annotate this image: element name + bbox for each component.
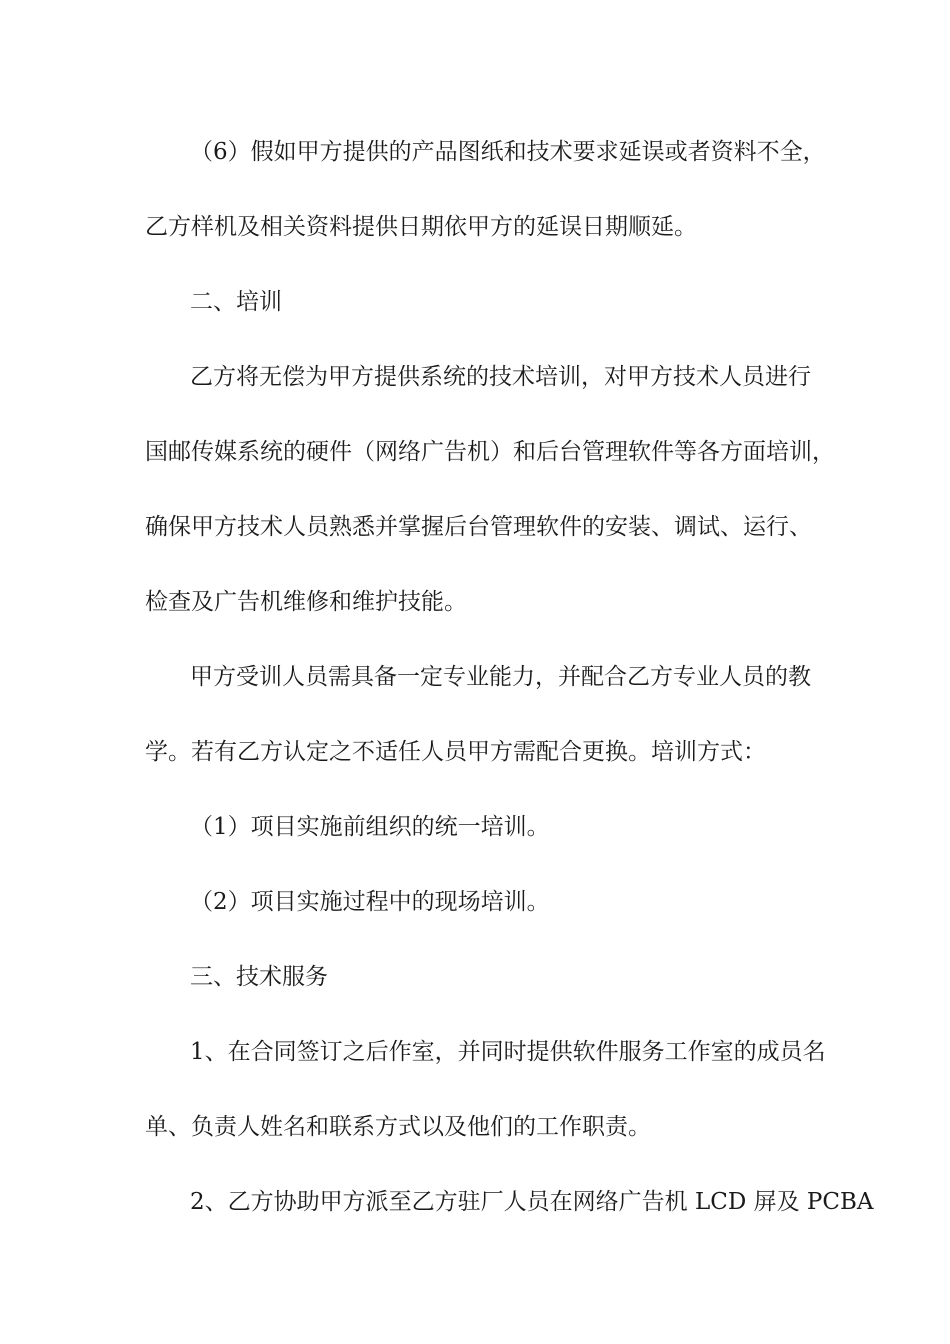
paragraph-line: 2、乙方协助甲方派至乙方驻厂人员在网络广告机 LCD 屏及 PCBA	[190, 1189, 874, 1215]
paragraph-line: 学。若有乙方认定之不适任人员甲方需配合更换。培训方式：	[145, 739, 766, 765]
list-item: （1）项目实施前组织的统一培训。	[190, 814, 550, 840]
paragraph-line: 乙方样机及相关资料提供日期依甲方的延误日期顺延。	[145, 214, 697, 240]
paragraph-line: 国邮传媒系统的硬件（网络广告机）和后台管理软件等各方面培训，	[145, 439, 835, 465]
list-item: （2）项目实施过程中的现场培训。	[190, 889, 550, 915]
section-heading: 三、技术服务	[190, 964, 328, 990]
paragraph-line: 1、在合同签订之后作室，并同时提供软件服务工作室的成员名	[190, 1039, 826, 1065]
paragraph-line: （6）假如甲方提供的产品图纸和技术要求延误或者资料不全，	[190, 139, 826, 165]
section-heading: 二、培训	[190, 289, 282, 315]
paragraph-line: 确保甲方技术人员熟悉并掌握后台管理软件的安装、调试、运行、	[145, 514, 812, 540]
paragraph-line: 单、负责人姓名和联系方式以及他们的工作职责。	[145, 1114, 651, 1140]
paragraph-line: 乙方将无偿为甲方提供系统的技术培训，对甲方技术人员进行	[190, 364, 811, 390]
paragraph-line: 检查及广告机维修和维护技能。	[145, 589, 467, 615]
paragraph-line: 甲方受训人员需具备一定专业能力，并配合乙方专业人员的教	[190, 664, 811, 690]
